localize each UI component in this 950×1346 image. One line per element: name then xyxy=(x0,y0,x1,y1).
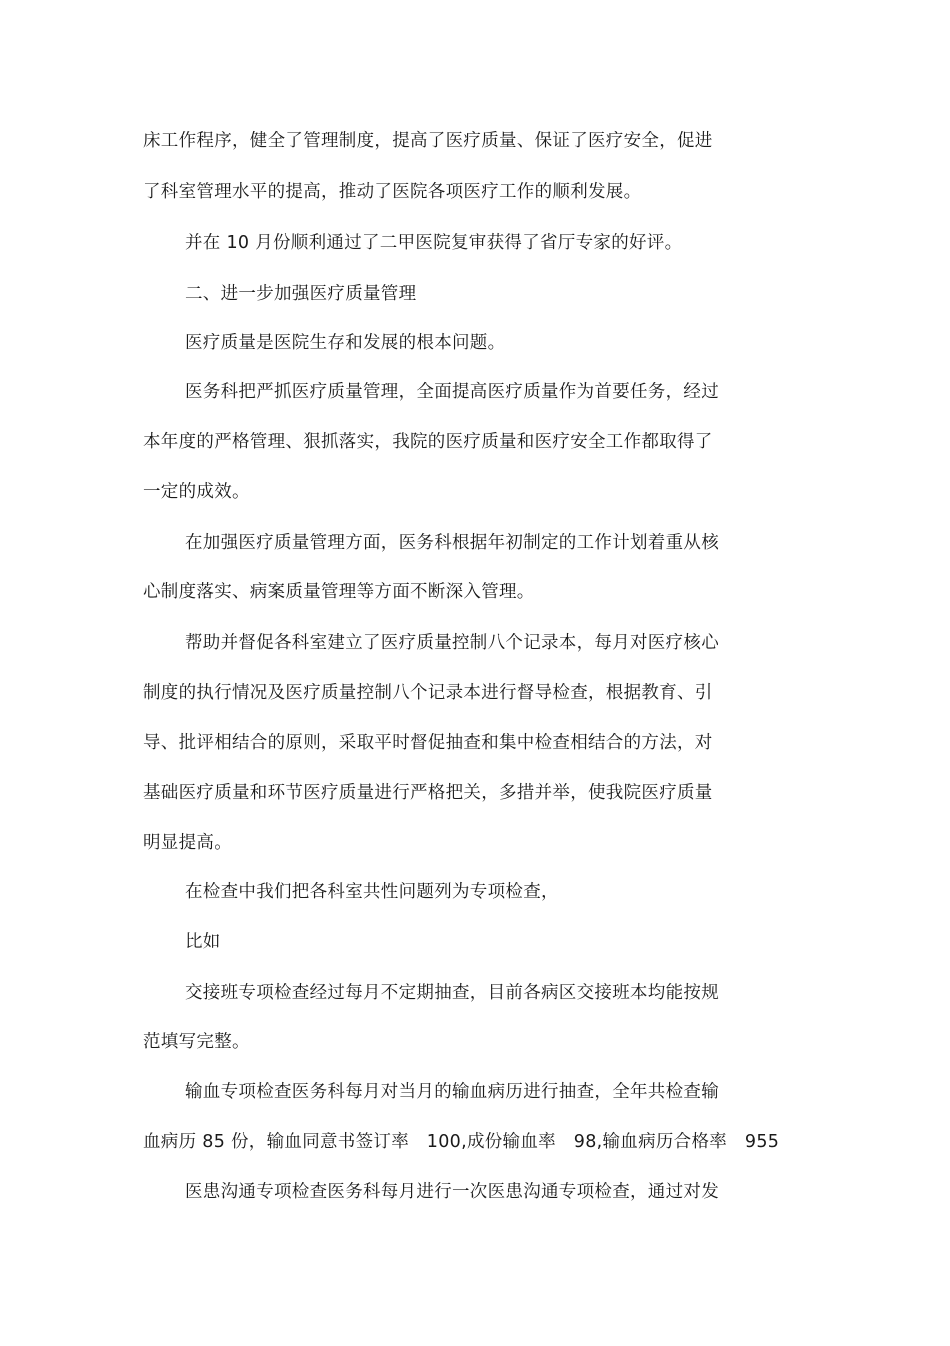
text-line: 比如 xyxy=(185,932,221,952)
text-line: 范填写完整。 xyxy=(143,1032,250,1052)
text-line: 心制度落实、病案质量管理等方面不断深入管理。 xyxy=(143,582,535,602)
text-line: 本年度的严格管理、狠抓落实，我院的医疗质量和医疗安全工作都取得了 xyxy=(143,432,713,452)
text-line: 制度的执行情况及医疗质量控制八个记录本进行督导检查，根据教育、引 xyxy=(143,683,713,703)
text-line: 基础医疗质量和环节医疗质量进行严格把关，多措并举，使我院医疗质量 xyxy=(143,783,713,803)
text-line: 并在 10 月份顺利通过了二甲医院复审获得了省厅专家的好评。 xyxy=(185,233,683,253)
text-line: 医务科把严抓医疗质量管理，全面提高医疗质量作为首要任务，经过 xyxy=(185,382,719,402)
text-line: 血病历 85 份，输血同意书签订率 100,成份输血率 98,输血病历合格率 955 xyxy=(143,1132,780,1152)
text-line: 导、批评相结合的原则，采取平时督促抽查和集中检查相结合的方法，对 xyxy=(143,733,713,753)
text-line: 医患沟通专项检查医务科每月进行一次医患沟通专项检查，通过对发 xyxy=(185,1182,719,1202)
section-heading: 二、进一步加强医疗质量管理 xyxy=(185,284,417,304)
text-line: 交接班专项检查经过每月不定期抽查，目前各病区交接班本均能按规 xyxy=(185,983,719,1003)
text-line: 在加强医疗质量管理方面，医务科根据年初制定的工作计划着重从核 xyxy=(185,533,719,553)
text-line: 医疗质量是医院生存和发展的根本问题。 xyxy=(185,333,506,353)
text-line: 床工作程序，健全了管理制度，提高了医疗质量、保证了医疗安全，促进 xyxy=(143,131,713,151)
text-line: 在检查中我们把各科室共性问题列为专项检查， xyxy=(185,882,559,902)
text-line: 了科室管理水平的提高，推动了医院各项医疗工作的顺利发展。 xyxy=(143,182,642,202)
text-line: 明显提高。 xyxy=(143,833,232,853)
text-line: 输血专项检查医务科每月对当月的输血病历进行抽查，全年共检查输 xyxy=(185,1082,719,1102)
text-line: 一定的成效。 xyxy=(143,482,250,502)
text-line: 帮助并督促各科室建立了医疗质量控制八个记录本，每月对医疗核心 xyxy=(185,633,719,653)
